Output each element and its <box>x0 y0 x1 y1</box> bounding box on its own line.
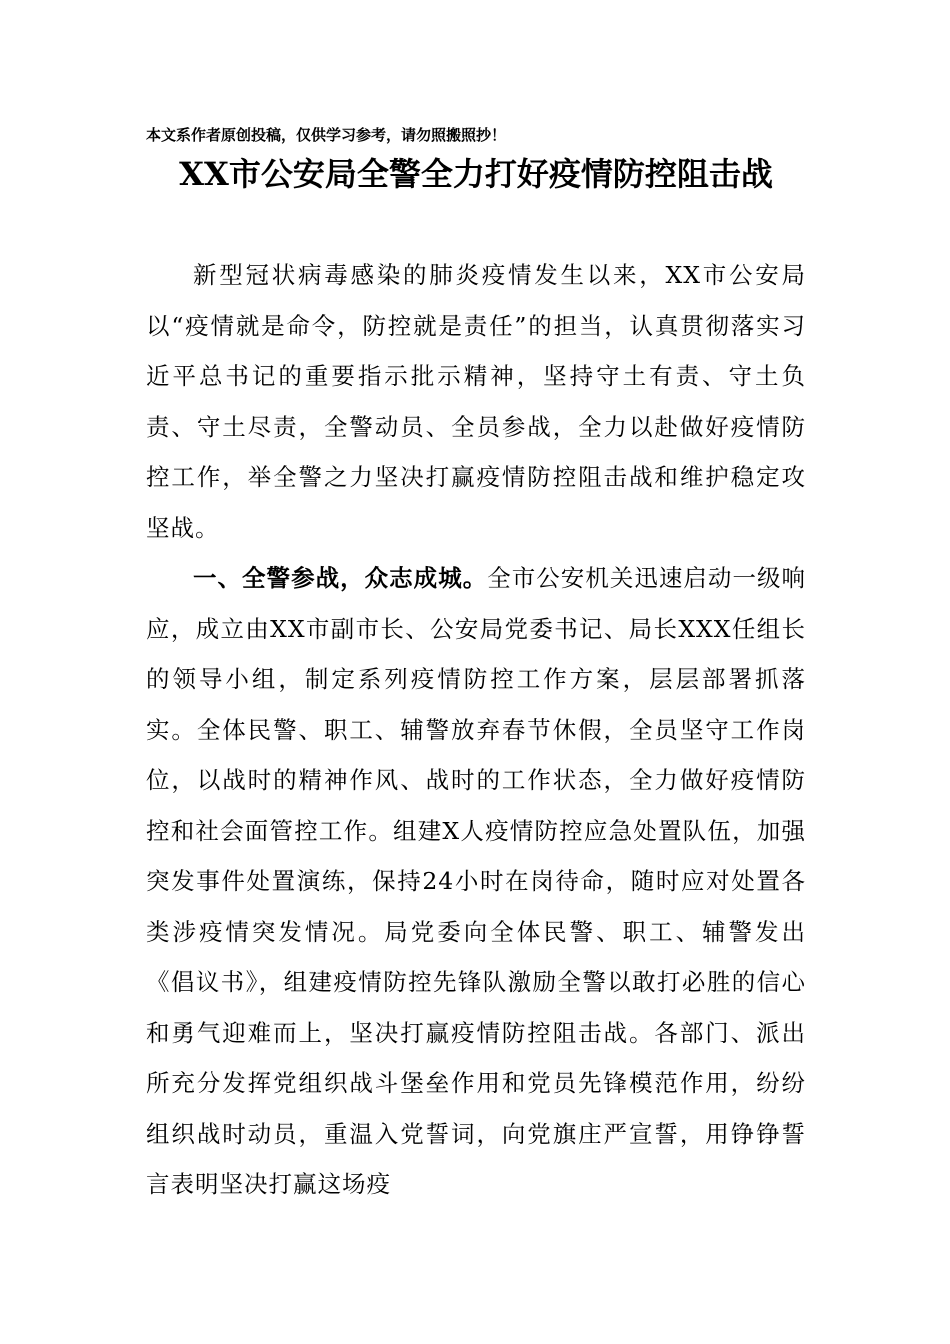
paragraph-section-1 <box>146 553 806 1210</box>
paragraph-intro <box>146 250 806 553</box>
copyright-notice: 本文系作者原创投稿，仅供学习参考，请勿照搬照抄！ <box>146 126 507 144</box>
document-body <box>146 250 806 1210</box>
paragraph-intro-text: 新型冠状病毒感染的肺炎疫情发生以来，XX市公安局以“疫情就是命令，防控就是责任”的担当，认真贯彻落实习近平总书记的重要指示批示精神，坚持守土有责、守土负责、守土尽责，全警动员、全员参战，全力以赴做好疫情防控工作，举全警之力坚决打赢疫情防控阻击战和维护稳定攻坚战。 <box>146 261 806 542</box>
section-1-text: 全市公安机关迅速启动一级响应，成立由XX市副市长、公安局党委书记、局长XXX任组长的领导小组，制定系列疫情防控工作方案，层层部署抓落实。全体民警、职工、辅警放弃春节休假，全员坚守工作岗位，以战时的精神作风、战时的工作状态，全力做好疫情防控和社会面管控工作。组建X人疫情防控应急处置队伍，加强突发事件处置演练，保持24小时在岗待命，随时应对处置各类涉疫情突发情况。局党委向全体民警、职工、辅警发出《倡议书》，组建疫情防控先锋队激励全警以敢打必胜的信心和勇气迎难而上，坚决打赢疫情防控阻击战。各部门、派出所充分发挥党组织战斗堡垒作用和党员先锋模范作用，纷纷组织战时动员，重温入党誓词，向党旗庄严宣誓，用铮铮誓言表明坚决打赢这场疫 <box>146 564 806 1198</box>
section-1-heading: 一、全警参战，众志成城。 <box>193 564 488 592</box>
document-title: XX市公安局全警全力打好疫情防控阻击战 <box>179 155 773 193</box>
